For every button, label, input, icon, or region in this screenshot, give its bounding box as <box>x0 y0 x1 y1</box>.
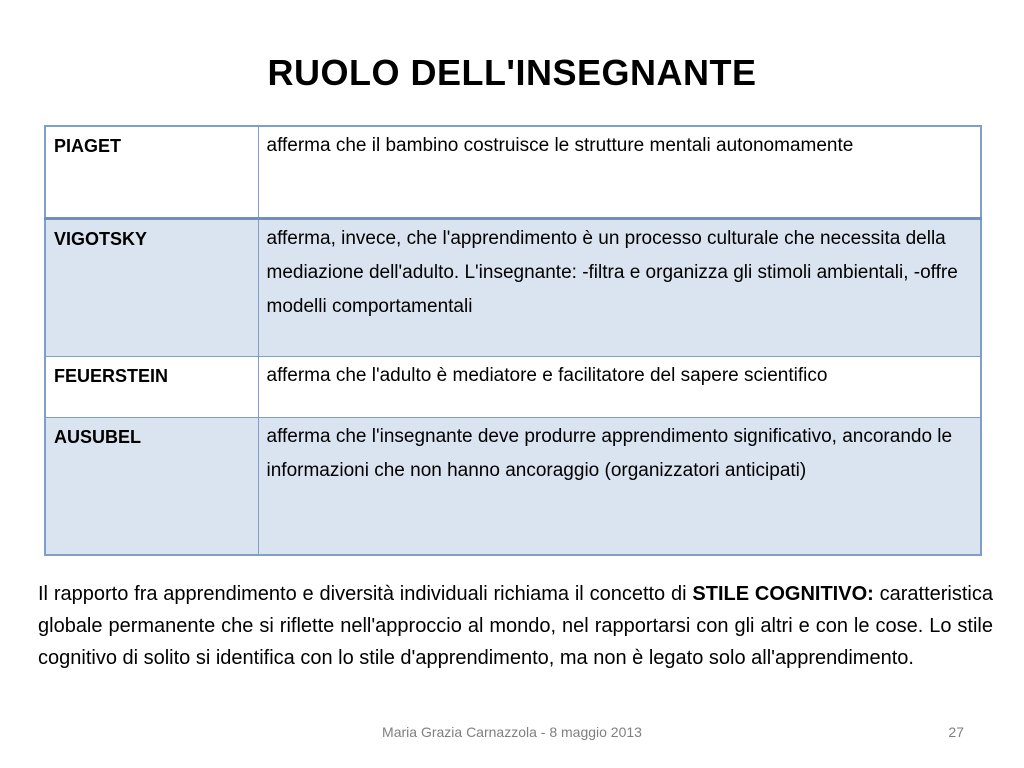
footer-text: Maria Grazia Carnazzola - 8 maggio 2013 <box>382 724 642 740</box>
author-name: VIGOTSKY <box>45 219 258 357</box>
authors-table <box>44 125 980 556</box>
author-name: PIAGET <box>45 126 258 219</box>
author-description: afferma, invece, che l'apprendimento è un processo culturale che necessita della mediazione dell'adulto. L'insegnante: -filtra e organizza gli stimoli ambientali, -offre modelli comportamentali <box>258 219 981 357</box>
table-row <box>45 126 981 219</box>
author-name: AUSUBEL <box>45 418 258 556</box>
table-row <box>45 418 981 556</box>
paragraph-bold-term: STILE COGNITIVO: <box>692 583 874 605</box>
slide-title: RUOLO DELL'INSEGNANTE <box>267 52 757 93</box>
body-paragraph <box>38 578 993 674</box>
author-description: afferma che l'adulto è mediatore e facilitatore del sapere scientifico <box>258 357 981 418</box>
table-row <box>45 357 981 418</box>
page-number: 27 <box>948 724 964 740</box>
author-name: FEUERSTEIN <box>45 357 258 418</box>
paragraph-text-start: Il rapporto fra apprendimento e diversità individuali richiama il concetto di <box>38 583 693 605</box>
author-description: afferma che l'insegnante deve produrre apprendimento significativo, ancorando le informazioni che non hanno ancoraggio (organizzatori anticipati) <box>258 418 981 556</box>
paragraph-text-end: caratteristica globale permanente che si riflette nell'approccio al mondo, nel rapportarsi con gli altri e con le cose. Lo stile cognitivo di solito si identifica con lo stile d'apprendimento, ma non è legato solo all'apprendimento. <box>38 583 993 669</box>
table-row <box>45 219 981 357</box>
author-description: afferma che il bambino costruisce le strutture mentali autonomamente <box>258 126 981 219</box>
authors-table-grid <box>44 125 982 556</box>
